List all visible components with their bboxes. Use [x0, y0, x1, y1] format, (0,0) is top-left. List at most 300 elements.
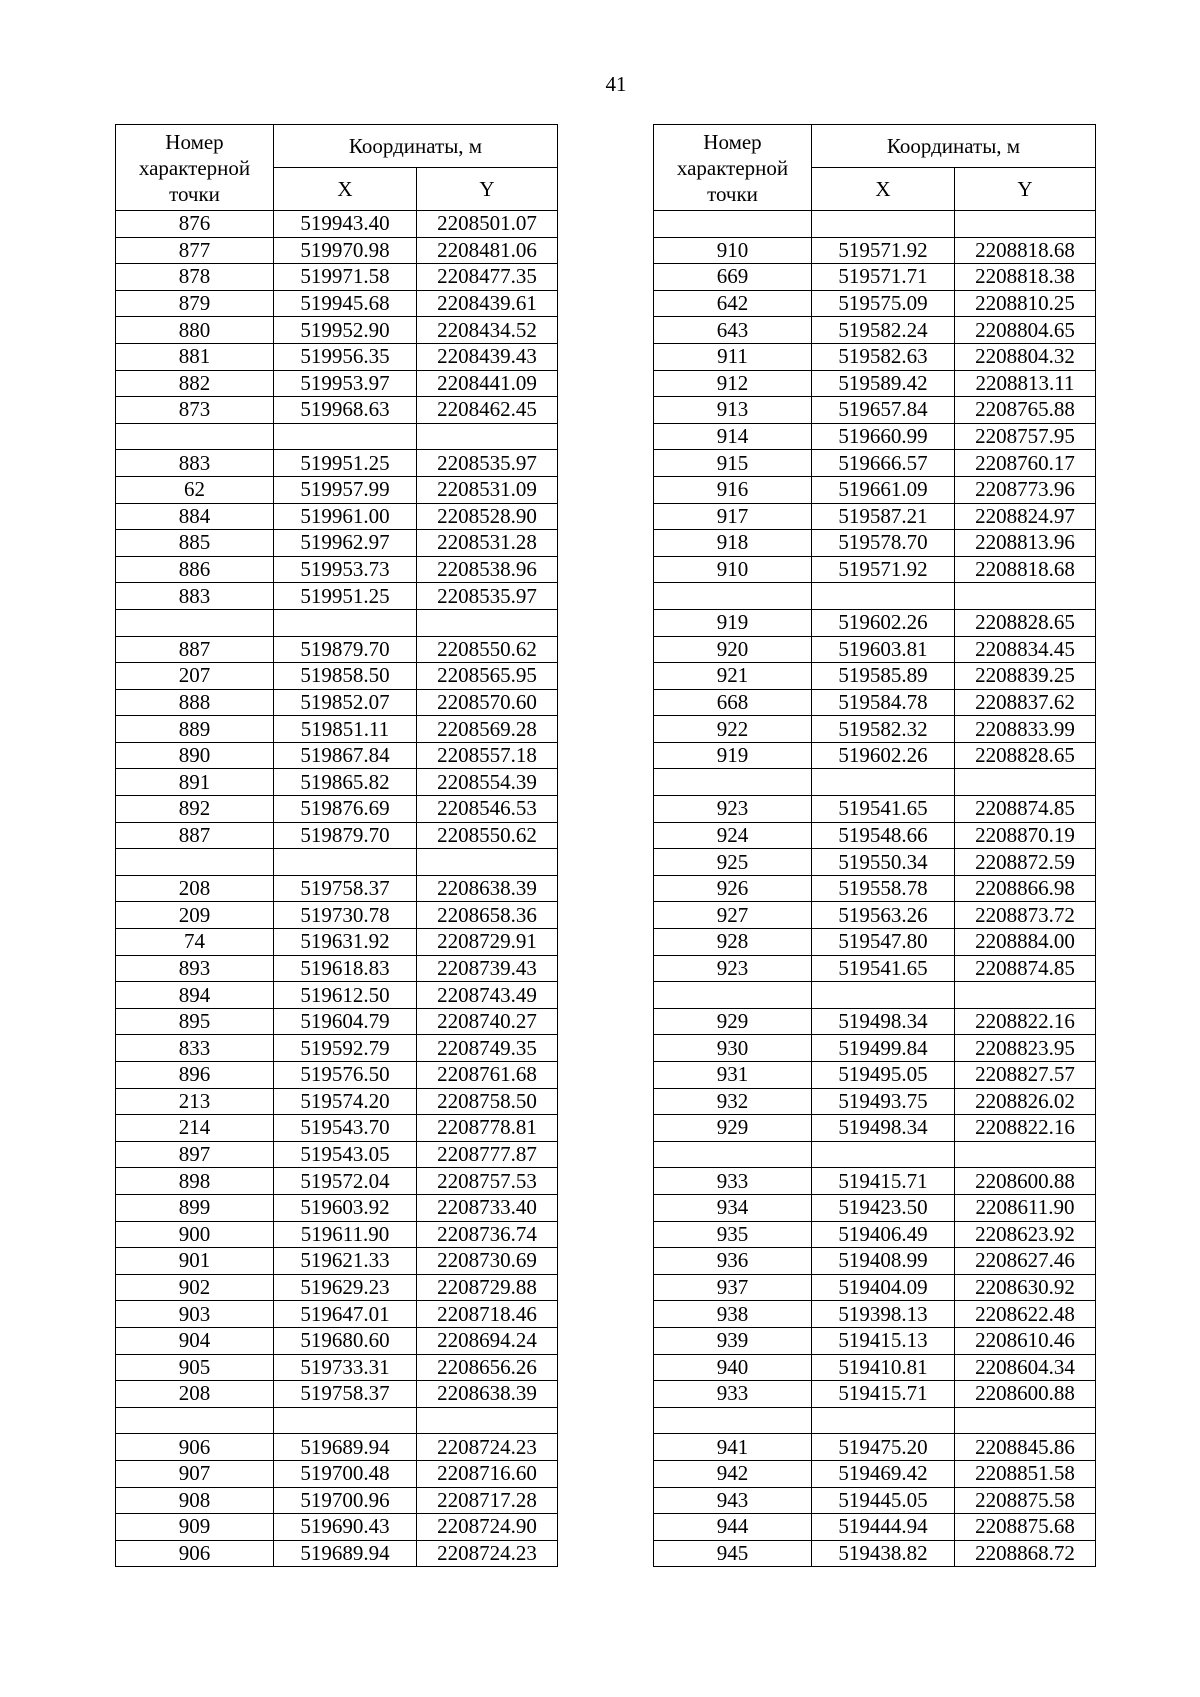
point-number-cell: [654, 1141, 812, 1168]
y-coordinate-cell: 2208729.91: [417, 929, 558, 956]
point-number-cell: 62: [116, 476, 274, 503]
point-number-cell: 881: [116, 343, 274, 370]
header-y: Y: [417, 168, 558, 211]
point-number-cell: 893: [116, 955, 274, 982]
y-coordinate-cell: 2208765.88: [955, 397, 1096, 424]
point-number-cell: 882: [116, 370, 274, 397]
y-coordinate-cell: 2208441.09: [417, 370, 558, 397]
y-coordinate-cell: 2208824.97: [955, 503, 1096, 530]
y-coordinate-cell: 2208818.38: [955, 264, 1096, 291]
point-number-cell: 894: [116, 982, 274, 1009]
x-coordinate-cell: 519968.63: [274, 397, 417, 424]
table-row: [654, 822, 1096, 849]
table-row: [654, 397, 1096, 424]
y-coordinate-cell: 2208694.24: [417, 1327, 558, 1354]
x-coordinate-cell: 519952.90: [274, 317, 417, 344]
point-number-cell: 923: [654, 955, 812, 982]
coordinates-table-left: [115, 124, 558, 1567]
point-number-cell: 877: [116, 237, 274, 264]
point-number-cell: 883: [116, 583, 274, 610]
point-number-cell: 926: [654, 875, 812, 902]
point-number-cell: 919: [654, 609, 812, 636]
y-coordinate-cell: 2208570.60: [417, 689, 558, 716]
point-number-cell: 910: [654, 237, 812, 264]
point-number-cell: 933: [654, 1168, 812, 1195]
table-row: [116, 237, 558, 264]
table-row: [116, 875, 558, 902]
y-coordinate-cell: 2208760.17: [955, 450, 1096, 477]
table-row: [116, 716, 558, 743]
table-row: [116, 1274, 558, 1301]
y-coordinate-cell: 2208557.18: [417, 742, 558, 769]
point-number-cell: 887: [116, 636, 274, 663]
y-coordinate-cell: 2208528.90: [417, 503, 558, 530]
y-coordinate-cell: [955, 1407, 1096, 1434]
x-coordinate-cell: 519582.24: [812, 317, 955, 344]
x-coordinate-cell: 519410.81: [812, 1354, 955, 1381]
table-row: [116, 955, 558, 982]
table-row: [116, 397, 558, 424]
y-coordinate-cell: 2208656.26: [417, 1354, 558, 1381]
x-coordinate-cell: [274, 609, 417, 636]
table-row: [116, 796, 558, 823]
point-number-cell: 925: [654, 849, 812, 876]
table-row: [116, 450, 558, 477]
point-number-cell: 668: [654, 689, 812, 716]
x-coordinate-cell: 519700.48: [274, 1460, 417, 1487]
point-number-cell: 933: [654, 1381, 812, 1408]
table-row: [116, 1514, 558, 1541]
table-row: [116, 1487, 558, 1514]
point-number-cell: 898: [116, 1168, 274, 1195]
x-coordinate-cell: 519852.07: [274, 689, 417, 716]
point-number-cell: 945: [654, 1540, 812, 1567]
header-point-number: Номер характерной точки: [116, 125, 274, 211]
y-coordinate-cell: 2208777.87: [417, 1141, 558, 1168]
table-row: [654, 1274, 1096, 1301]
y-coordinate-cell: [955, 982, 1096, 1009]
x-coordinate-cell: 519647.01: [274, 1301, 417, 1328]
x-coordinate-cell: 519879.70: [274, 636, 417, 663]
x-coordinate-cell: 519943.40: [274, 211, 417, 238]
y-coordinate-cell: 2208778.81: [417, 1115, 558, 1142]
x-coordinate-cell: 519680.60: [274, 1327, 417, 1354]
table-row: [116, 769, 558, 796]
y-coordinate-cell: 2208600.88: [955, 1168, 1096, 1195]
table-row: [654, 902, 1096, 929]
point-number-cell: 911: [654, 343, 812, 370]
table-row: [116, 1407, 558, 1434]
point-number-cell: 899: [116, 1194, 274, 1221]
point-number-cell: 904: [116, 1327, 274, 1354]
table-row: [116, 1460, 558, 1487]
point-number-cell: 910: [654, 556, 812, 583]
x-coordinate-cell: 519962.97: [274, 530, 417, 557]
point-number-cell: 74: [116, 929, 274, 956]
table-row: [116, 1248, 558, 1275]
y-coordinate-cell: 2208481.06: [417, 237, 558, 264]
x-coordinate-cell: [812, 982, 955, 1009]
table-row: [116, 556, 558, 583]
table-row: [654, 1327, 1096, 1354]
x-coordinate-cell: 519415.71: [812, 1381, 955, 1408]
header-x: X: [274, 168, 417, 211]
x-coordinate-cell: 519558.78: [812, 875, 955, 902]
point-number-cell: 916: [654, 476, 812, 503]
point-number-cell: [654, 982, 812, 1009]
y-coordinate-cell: 2208604.34: [955, 1354, 1096, 1381]
point-number-cell: 209: [116, 902, 274, 929]
y-coordinate-cell: 2208717.28: [417, 1487, 558, 1514]
y-coordinate-cell: 2208828.65: [955, 742, 1096, 769]
table-row: [654, 1354, 1096, 1381]
x-coordinate-cell: [812, 583, 955, 610]
x-coordinate-cell: 519585.89: [812, 663, 955, 690]
y-coordinate-cell: 2208535.97: [417, 450, 558, 477]
table-row: [116, 290, 558, 317]
x-coordinate-cell: 519543.05: [274, 1141, 417, 1168]
x-coordinate-cell: 519661.09: [812, 476, 955, 503]
point-number-cell: 873: [116, 397, 274, 424]
table-row: [654, 1248, 1096, 1275]
point-number-cell: 207: [116, 663, 274, 690]
header-x: X: [812, 168, 955, 211]
x-coordinate-cell: 519576.50: [274, 1062, 417, 1089]
point-number-cell: [654, 769, 812, 796]
point-number-cell: 642: [654, 290, 812, 317]
point-number-cell: 932: [654, 1088, 812, 1115]
y-coordinate-cell: 2208868.72: [955, 1540, 1096, 1567]
y-coordinate-cell: 2208851.58: [955, 1460, 1096, 1487]
y-coordinate-cell: 2208758.50: [417, 1088, 558, 1115]
table-row: [116, 902, 558, 929]
y-coordinate-cell: 2208773.96: [955, 476, 1096, 503]
point-number-cell: [654, 211, 812, 238]
point-number-cell: 876: [116, 211, 274, 238]
x-coordinate-cell: 519547.80: [812, 929, 955, 956]
table-row: [116, 849, 558, 876]
y-coordinate-cell: 2208828.65: [955, 609, 1096, 636]
y-coordinate-cell: 2208804.32: [955, 343, 1096, 370]
point-number-cell: 902: [116, 1274, 274, 1301]
y-coordinate-cell: 2208813.96: [955, 530, 1096, 557]
y-coordinate-cell: 2208874.85: [955, 955, 1096, 982]
table-row: [116, 476, 558, 503]
point-number-cell: 941: [654, 1434, 812, 1461]
y-coordinate-cell: 2208873.72: [955, 902, 1096, 929]
x-coordinate-cell: 519499.84: [812, 1035, 955, 1062]
x-coordinate-cell: 519690.43: [274, 1514, 417, 1541]
table-row: [116, 636, 558, 663]
x-coordinate-cell: [274, 849, 417, 876]
y-coordinate-cell: 2208822.16: [955, 1008, 1096, 1035]
y-coordinate-cell: [417, 609, 558, 636]
y-coordinate-cell: 2208740.27: [417, 1008, 558, 1035]
table-row: [654, 290, 1096, 317]
y-coordinate-cell: 2208874.85: [955, 796, 1096, 823]
header-coordinates: Координаты, м: [274, 125, 558, 168]
point-number-cell: 905: [116, 1354, 274, 1381]
x-coordinate-cell: 519575.09: [812, 290, 955, 317]
header-point-number: Номер характерной точки: [654, 125, 812, 211]
table-row: [654, 264, 1096, 291]
table-row: [116, 982, 558, 1009]
y-coordinate-cell: [417, 423, 558, 450]
y-coordinate-cell: 2208554.39: [417, 769, 558, 796]
point-number-cell: 892: [116, 796, 274, 823]
point-number-cell: 896: [116, 1062, 274, 1089]
point-number-cell: 886: [116, 556, 274, 583]
point-number-cell: 669: [654, 264, 812, 291]
table-row: [654, 663, 1096, 690]
point-number-cell: 900: [116, 1221, 274, 1248]
y-coordinate-cell: 2208733.40: [417, 1194, 558, 1221]
table-row: [654, 636, 1096, 663]
table-row: [654, 1062, 1096, 1089]
table-row: [654, 849, 1096, 876]
point-number-cell: 927: [654, 902, 812, 929]
x-coordinate-cell: 519879.70: [274, 822, 417, 849]
y-coordinate-cell: 2208736.74: [417, 1221, 558, 1248]
x-coordinate-cell: 519602.26: [812, 609, 955, 636]
y-coordinate-cell: 2208630.92: [955, 1274, 1096, 1301]
table-row: [116, 1301, 558, 1328]
y-coordinate-cell: 2208875.68: [955, 1514, 1096, 1541]
point-number-cell: [116, 423, 274, 450]
y-coordinate-cell: 2208600.88: [955, 1381, 1096, 1408]
y-coordinate-cell: 2208434.52: [417, 317, 558, 344]
point-number-cell: 920: [654, 636, 812, 663]
x-coordinate-cell: 519406.49: [812, 1221, 955, 1248]
point-number-cell: 943: [654, 1487, 812, 1514]
y-coordinate-cell: 2208627.46: [955, 1248, 1096, 1275]
point-number-cell: [116, 849, 274, 876]
y-coordinate-cell: 2208761.68: [417, 1062, 558, 1089]
point-number-cell: 903: [116, 1301, 274, 1328]
y-coordinate-cell: 2208724.23: [417, 1434, 558, 1461]
point-number-cell: [654, 583, 812, 610]
x-coordinate-cell: 519584.78: [812, 689, 955, 716]
y-coordinate-cell: 2208531.28: [417, 530, 558, 557]
table-row: [654, 450, 1096, 477]
table-row: [116, 1008, 558, 1035]
point-number-cell: 931: [654, 1062, 812, 1089]
table-row: [116, 822, 558, 849]
x-coordinate-cell: 519498.34: [812, 1008, 955, 1035]
x-coordinate-cell: 519951.25: [274, 450, 417, 477]
x-coordinate-cell: 519571.92: [812, 556, 955, 583]
point-number-cell: 913: [654, 397, 812, 424]
y-coordinate-cell: 2208501.07: [417, 211, 558, 238]
y-coordinate-cell: 2208546.53: [417, 796, 558, 823]
y-coordinate-cell: 2208833.99: [955, 716, 1096, 743]
y-coordinate-cell: 2208884.00: [955, 929, 1096, 956]
y-coordinate-cell: 2208757.95: [955, 423, 1096, 450]
point-number-cell: 936: [654, 1248, 812, 1275]
y-coordinate-cell: 2208729.88: [417, 1274, 558, 1301]
y-coordinate-cell: 2208439.61: [417, 290, 558, 317]
table-row: [116, 663, 558, 690]
table-row: [654, 1514, 1096, 1541]
table-row: [654, 796, 1096, 823]
point-number-cell: 919: [654, 742, 812, 769]
x-coordinate-cell: 519469.42: [812, 1460, 955, 1487]
table-row: [654, 1434, 1096, 1461]
x-coordinate-cell: 519415.13: [812, 1327, 955, 1354]
table-row: [116, 343, 558, 370]
x-coordinate-cell: 519445.05: [812, 1487, 955, 1514]
x-coordinate-cell: 519956.35: [274, 343, 417, 370]
x-coordinate-cell: 519689.94: [274, 1540, 417, 1567]
y-coordinate-cell: 2208531.09: [417, 476, 558, 503]
x-coordinate-cell: 519548.66: [812, 822, 955, 849]
x-coordinate-cell: 519603.92: [274, 1194, 417, 1221]
x-coordinate-cell: 519541.65: [812, 955, 955, 982]
table-row: [654, 1460, 1096, 1487]
y-coordinate-cell: 2208826.02: [955, 1088, 1096, 1115]
x-coordinate-cell: 519657.84: [812, 397, 955, 424]
y-coordinate-cell: 2208823.95: [955, 1035, 1096, 1062]
table-row: [116, 264, 558, 291]
point-number-cell: 938: [654, 1301, 812, 1328]
y-coordinate-cell: 2208749.35: [417, 1035, 558, 1062]
x-coordinate-cell: [812, 211, 955, 238]
x-coordinate-cell: 519621.33: [274, 1248, 417, 1275]
y-coordinate-cell: 2208638.39: [417, 875, 558, 902]
table-row: [654, 237, 1096, 264]
y-coordinate-cell: 2208813.11: [955, 370, 1096, 397]
x-coordinate-cell: 519495.05: [812, 1062, 955, 1089]
table-row: [116, 609, 558, 636]
table-row: [116, 1088, 558, 1115]
point-number-cell: 912: [654, 370, 812, 397]
point-number-cell: 918: [654, 530, 812, 557]
y-coordinate-cell: 2208724.23: [417, 1540, 558, 1567]
table-row: [654, 1194, 1096, 1221]
x-coordinate-cell: 519404.09: [812, 1274, 955, 1301]
point-number-cell: 884: [116, 503, 274, 530]
y-coordinate-cell: 2208623.92: [955, 1221, 1096, 1248]
x-coordinate-cell: 519700.96: [274, 1487, 417, 1514]
x-coordinate-cell: [812, 1407, 955, 1434]
y-coordinate-cell: [417, 1407, 558, 1434]
table-row: [654, 583, 1096, 610]
point-number-cell: 908: [116, 1487, 274, 1514]
x-coordinate-cell: 519876.69: [274, 796, 417, 823]
y-coordinate-cell: 2208739.43: [417, 955, 558, 982]
table-row: [654, 982, 1096, 1009]
point-number-cell: 929: [654, 1008, 812, 1035]
table-row: [116, 370, 558, 397]
y-coordinate-cell: 2208810.25: [955, 290, 1096, 317]
point-number-cell: 895: [116, 1008, 274, 1035]
table-row: [116, 211, 558, 238]
table-row: [116, 1194, 558, 1221]
table-row: [654, 211, 1096, 238]
x-coordinate-cell: [812, 1141, 955, 1168]
table-row: [654, 1221, 1096, 1248]
point-number-cell: 888: [116, 689, 274, 716]
x-coordinate-cell: 519867.84: [274, 742, 417, 769]
point-number-cell: 922: [654, 716, 812, 743]
y-coordinate-cell: [955, 769, 1096, 796]
header-coordinates: Координаты, м: [812, 125, 1096, 168]
point-number-cell: 928: [654, 929, 812, 956]
point-number-cell: 930: [654, 1035, 812, 1062]
y-coordinate-cell: 2208724.90: [417, 1514, 558, 1541]
table-row: [116, 1434, 558, 1461]
point-number-cell: 924: [654, 822, 812, 849]
x-coordinate-cell: 519408.99: [812, 1248, 955, 1275]
x-coordinate-cell: 519574.20: [274, 1088, 417, 1115]
point-number-cell: 897: [116, 1141, 274, 1168]
y-coordinate-cell: 2208866.98: [955, 875, 1096, 902]
table-row: [116, 503, 558, 530]
y-coordinate-cell: 2208845.86: [955, 1434, 1096, 1461]
x-coordinate-cell: 519953.97: [274, 370, 417, 397]
table-row: [116, 1381, 558, 1408]
table-row: [116, 583, 558, 610]
table-row: [654, 1540, 1096, 1567]
y-coordinate-cell: 2208730.69: [417, 1248, 558, 1275]
table-row: [654, 1381, 1096, 1408]
x-coordinate-cell: 519602.26: [812, 742, 955, 769]
point-number-cell: 914: [654, 423, 812, 450]
table-row: [654, 609, 1096, 636]
table-row: [116, 1540, 558, 1567]
x-coordinate-cell: 519543.70: [274, 1115, 417, 1142]
table-row: [116, 1354, 558, 1381]
table-row: [116, 1035, 558, 1062]
point-number-cell: 906: [116, 1540, 274, 1567]
table-row: [654, 476, 1096, 503]
table-row: [654, 955, 1096, 982]
table-row: [116, 530, 558, 557]
point-number-cell: [654, 1407, 812, 1434]
table-row: [654, 1487, 1096, 1514]
y-coordinate-cell: 2208757.53: [417, 1168, 558, 1195]
point-number-cell: 890: [116, 742, 274, 769]
y-coordinate-cell: 2208870.19: [955, 822, 1096, 849]
table-row: [116, 742, 558, 769]
point-number-cell: 208: [116, 1381, 274, 1408]
x-coordinate-cell: 519689.94: [274, 1434, 417, 1461]
y-coordinate-cell: 2208535.97: [417, 583, 558, 610]
table-row: [654, 769, 1096, 796]
x-coordinate-cell: 519541.65: [812, 796, 955, 823]
table-row: [654, 370, 1096, 397]
x-coordinate-cell: 519858.50: [274, 663, 417, 690]
table-row: [654, 1035, 1096, 1062]
y-coordinate-cell: 2208622.48: [955, 1301, 1096, 1328]
x-coordinate-cell: 519945.68: [274, 290, 417, 317]
coordinates-body-left: [116, 211, 558, 1567]
y-coordinate-cell: 2208837.62: [955, 689, 1096, 716]
table-row: [116, 317, 558, 344]
point-number-cell: 937: [654, 1274, 812, 1301]
table-row: [116, 1168, 558, 1195]
y-coordinate-cell: 2208822.16: [955, 1115, 1096, 1142]
coordinates-body-right: [654, 211, 1096, 1567]
x-coordinate-cell: 519961.00: [274, 503, 417, 530]
x-coordinate-cell: 519571.71: [812, 264, 955, 291]
table-row: [116, 1115, 558, 1142]
table-row: [654, 929, 1096, 956]
x-coordinate-cell: 519730.78: [274, 902, 417, 929]
y-coordinate-cell: 2208827.57: [955, 1062, 1096, 1089]
x-coordinate-cell: 519550.34: [812, 849, 955, 876]
table-row: [654, 1407, 1096, 1434]
